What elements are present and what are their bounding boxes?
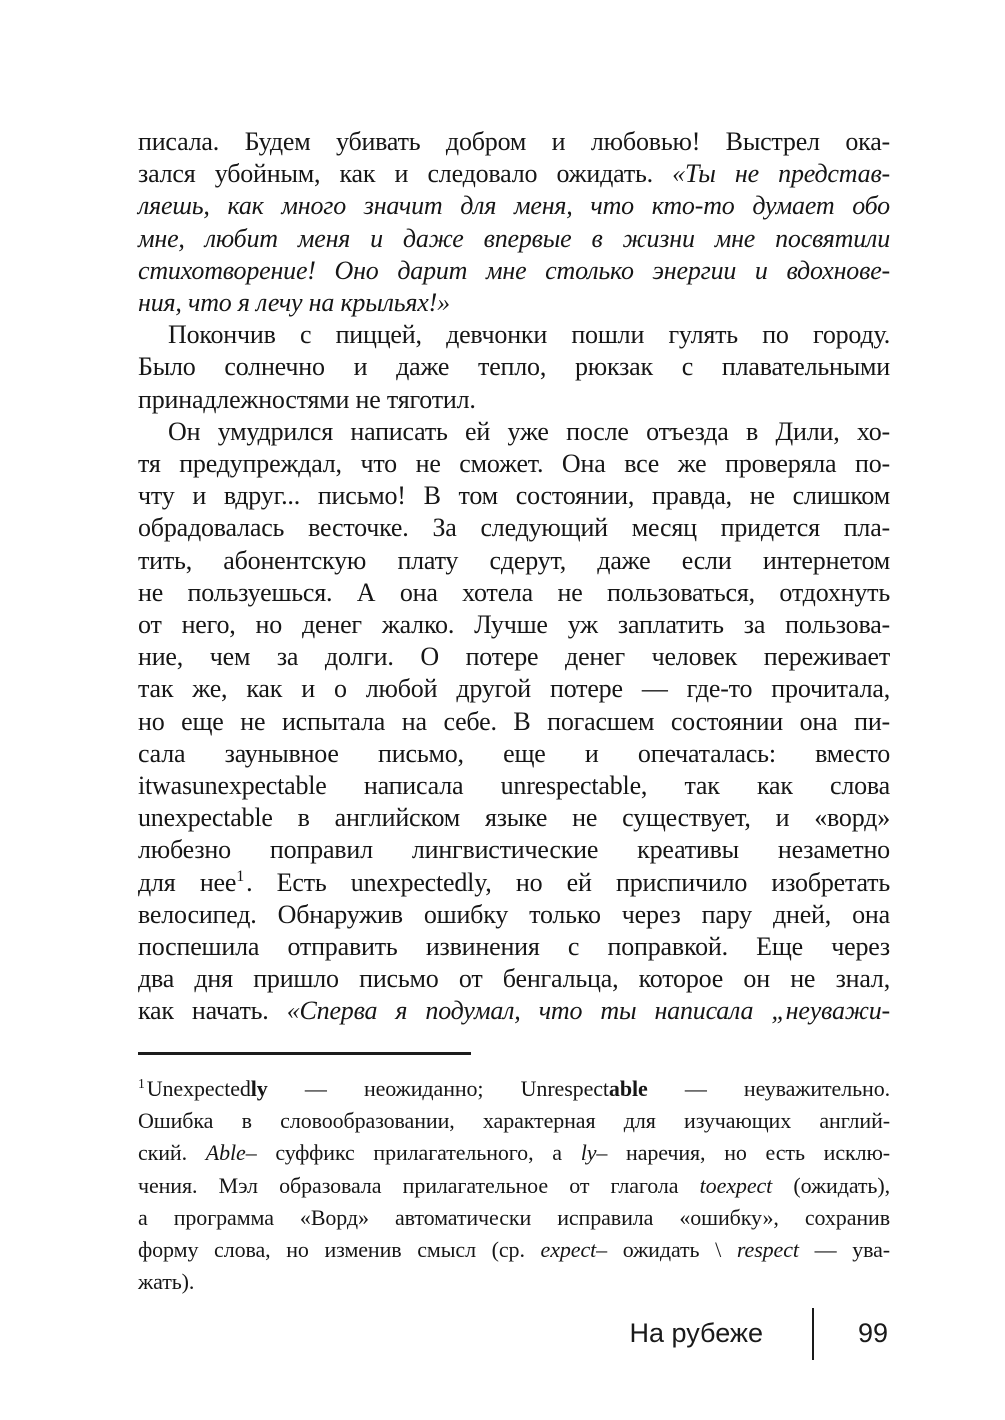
text-line <box>138 834 890 866</box>
text-segment: так же, как и о любой другой потере — где-то прочитала, <box>138 674 890 704</box>
text-line <box>138 899 890 931</box>
text-segment: — неуважительно. <box>647 1076 890 1101</box>
text-segment: для нее <box>138 867 237 897</box>
text-segment: unexpectable в английском языке не существует, и «ворд» <box>138 803 890 833</box>
text-line <box>138 1073 890 1105</box>
text-segment: принадлежностями не тяготил. <box>138 384 476 414</box>
text-segment: как начать. <box>138 996 287 1026</box>
text-segment: форму слова, но изменив смысл (ср. <box>138 1237 541 1263</box>
text-segment: Ошибка в словообразовании, характерная для изучающих англий- <box>138 1108 890 1134</box>
text-line <box>138 448 890 480</box>
text-segment: но еще не испытала на себе. В погасшем состоянии она пи- <box>138 706 890 736</box>
text-line <box>138 1105 890 1137</box>
text-line <box>138 995 890 1027</box>
text-line <box>138 1266 890 1298</box>
text-segment: суффикс прилагательного, а <box>256 1140 581 1166</box>
text-line <box>138 706 890 738</box>
text-line <box>138 512 890 544</box>
text-segment: itwasunexpectable написала unrespectable, так как слова <box>138 771 890 801</box>
text-segment: мне, любит меня и даже впервые в жизни мне посвятили <box>138 223 890 253</box>
text-segment: . Есть unexpectedly, но ей приспичило изобретать <box>246 867 890 897</box>
text-segment: expect– <box>540 1237 608 1263</box>
footnote-separator <box>138 1052 471 1055</box>
text-line <box>138 577 890 609</box>
text-segment: чту и вдруг... письмо! В том состоянии, правда, не слишком <box>138 481 890 511</box>
text-line <box>138 545 890 577</box>
text-segment: тить, абонентскую плату сдерут, даже если интернетом <box>138 545 890 575</box>
text-segment: любезно поправил лингвистические креативы незаметно <box>138 835 890 865</box>
text-segment: ние, чем за долги. О потере денег человек переживает <box>138 642 890 672</box>
text-segment: Able– <box>205 1140 257 1166</box>
text-line <box>138 770 890 802</box>
text-segment: «Ты не представ- <box>672 159 890 189</box>
text-segment: — ува- <box>798 1237 890 1263</box>
text-segment: обрадовалась весточке. За следующий месяц придется пла- <box>138 513 890 543</box>
text-line <box>138 609 890 641</box>
text-line <box>138 255 890 287</box>
text-segment: ляешь, как много значит для меня, что кто-то думает обо <box>138 191 890 221</box>
text-segment: — неожиданно; Unrespect <box>267 1076 609 1101</box>
text-segment: наречия, но есть исклю- <box>607 1140 891 1166</box>
text-segment: Было солнечно и даже тепло, рюкзак с плавательными <box>138 352 890 382</box>
text-segment: не пользуешься. А она хотела не пользоваться, отдохнуть <box>138 577 890 607</box>
text-segment: ly <box>250 1076 268 1101</box>
text-segment: от него, но денег жалко. Лучше уж заплатить за пользова- <box>138 610 890 640</box>
text-line <box>138 1170 890 1202</box>
text-segment: «Сперва я подумал, что ты написала „неуважи- <box>286 996 890 1026</box>
text-line <box>138 158 890 190</box>
text-segment: Он умудрился написать ей уже после отъезда в Дили, хо- <box>168 416 890 446</box>
text-segment: able <box>608 1076 648 1101</box>
text-line <box>138 351 890 383</box>
text-line <box>138 126 890 158</box>
text-segment: ский. <box>138 1140 206 1166</box>
text-segment: respect <box>736 1237 799 1263</box>
text-segment: поспешила отправить извинения с поправкой. Еще через <box>138 932 890 962</box>
text-line <box>138 190 890 222</box>
text-segment: toexpect <box>699 1172 773 1198</box>
text-segment: стихотворение! Оно дарит мне столько энергии и вдохнове- <box>138 255 890 285</box>
text-segment: два дня пришло письмо от бенгальца, которое он не знал, <box>138 964 890 994</box>
text-line <box>138 480 890 512</box>
text-line <box>138 384 890 416</box>
text-segment: жать). <box>138 1269 195 1295</box>
footnote-marker: 1 <box>138 1075 145 1091</box>
text-line <box>138 1137 890 1169</box>
text-segment: Unexpected <box>146 1076 251 1101</box>
body-text <box>138 126 890 1028</box>
text-line <box>138 673 890 705</box>
text-segment: (ожидать), <box>772 1172 890 1198</box>
text-line <box>138 641 890 673</box>
text-line <box>138 1202 890 1234</box>
text-segment: велосипед. Обнаружив ошибку только через пару дней, она <box>138 899 890 929</box>
footnote <box>138 1073 890 1298</box>
page-number: 99 <box>858 1318 889 1348</box>
text-segment: ожидать \ <box>607 1237 737 1263</box>
text-line <box>138 802 890 834</box>
footer-divider <box>812 1308 814 1360</box>
running-title: На рубеже <box>629 1318 763 1348</box>
text-segment: а программа «Ворд» автоматически исправила «ошибку», сохранив <box>138 1204 890 1230</box>
text-line <box>138 223 890 255</box>
text-segment: чения. Мэл образовала прилагательное от глагола <box>138 1172 700 1198</box>
text-segment: писала. Будем убивать добром и любовью! Выстрел ока- <box>138 127 890 156</box>
text-line <box>138 738 890 770</box>
text-line <box>138 931 890 963</box>
text-segment: сала заунывное письмо, еще и опечаталась: вместо <box>138 738 890 768</box>
text-line <box>138 963 890 995</box>
text-line <box>138 416 890 448</box>
text-segment: тя предупреждал, что не сможет. Она все же проверяла по- <box>138 449 890 479</box>
text-line <box>138 867 890 899</box>
text-segment: Покончив с пиццей, девчонки пошли гулять по городу. <box>168 320 890 350</box>
footnote-reference: 1 <box>236 868 245 886</box>
text-line <box>138 319 890 351</box>
text-segment: ния, что я лечу на крыльях!» <box>138 288 450 318</box>
text-segment: ly– <box>580 1140 608 1166</box>
text-line <box>138 287 890 319</box>
text-segment: зался убойным, как и следовало ожидать. <box>138 159 673 189</box>
text-line <box>138 1234 890 1266</box>
